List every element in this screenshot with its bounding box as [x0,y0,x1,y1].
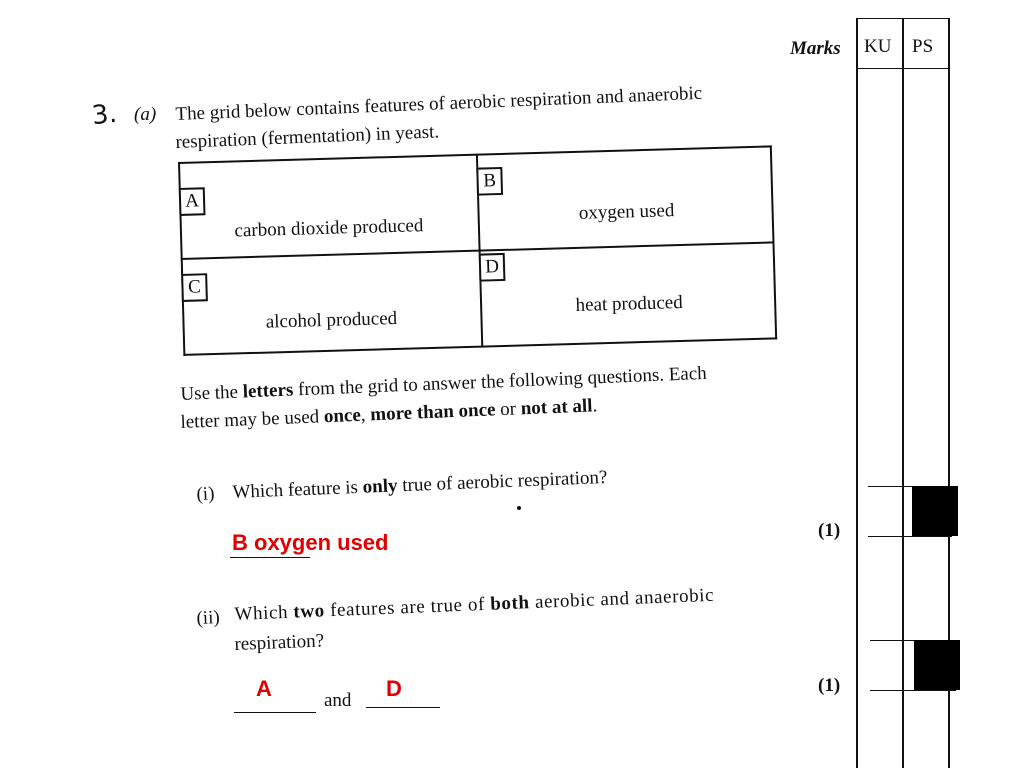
ps-shaded-box-i [912,486,958,536]
grid-letter-a: A [179,187,206,216]
instructions-line-1: Use the letters from the grid to answer the following questions. Each [180,362,708,405]
grid-letter-c: C [181,273,208,302]
answer-ii-second: D [386,676,402,701]
answer-i-underline [230,557,310,558]
grid-text-b: oxygen used [578,200,675,224]
answer-ii-second-underline [366,707,440,708]
grid-text-d: heat produced [575,291,683,316]
ps-shaded-box-ii [914,640,960,690]
answer-ii-first: A [256,676,272,701]
marks-table [856,18,950,768]
grid-letter-d: D [479,253,506,282]
answer-ii-and: and [324,690,352,711]
grid-text-a: carbon dioxide produced [234,215,424,242]
question-number: 3. [90,98,119,132]
question-i-text: Which feature is only true of aerobic respiration? [232,466,608,503]
grid-text-c: alcohol produced [265,307,398,333]
question-ii-number: (ii) [196,607,221,629]
marks-ii: (1) [818,675,841,696]
intro-line-1: The grid below contains features of aerobic respiration and anaerobic [175,82,703,125]
marks-col-ku: KU [864,36,892,57]
stray-dot [517,506,521,510]
question-i-number: (i) [196,483,215,505]
question-ii-line-2: respiration? [234,630,325,655]
marks-col-ps: PS [912,36,934,57]
marks-i: (1) [818,520,841,541]
part-label: (a) [134,104,157,125]
answer-ii-first-underline [234,712,316,713]
marks-column-title: Marks [790,38,841,59]
grid-letter-b: B [476,167,503,196]
instructions-line-2: letter may be used once, more than once or not at all. [180,395,598,433]
answer-i: B oxygen used [232,530,389,555]
features-grid [178,145,777,356]
question-ii-text: Which two features are true of both aerobic and anaerobic [234,584,715,625]
intro-line-2: respiration (fermentation) in yeast. [175,121,440,153]
